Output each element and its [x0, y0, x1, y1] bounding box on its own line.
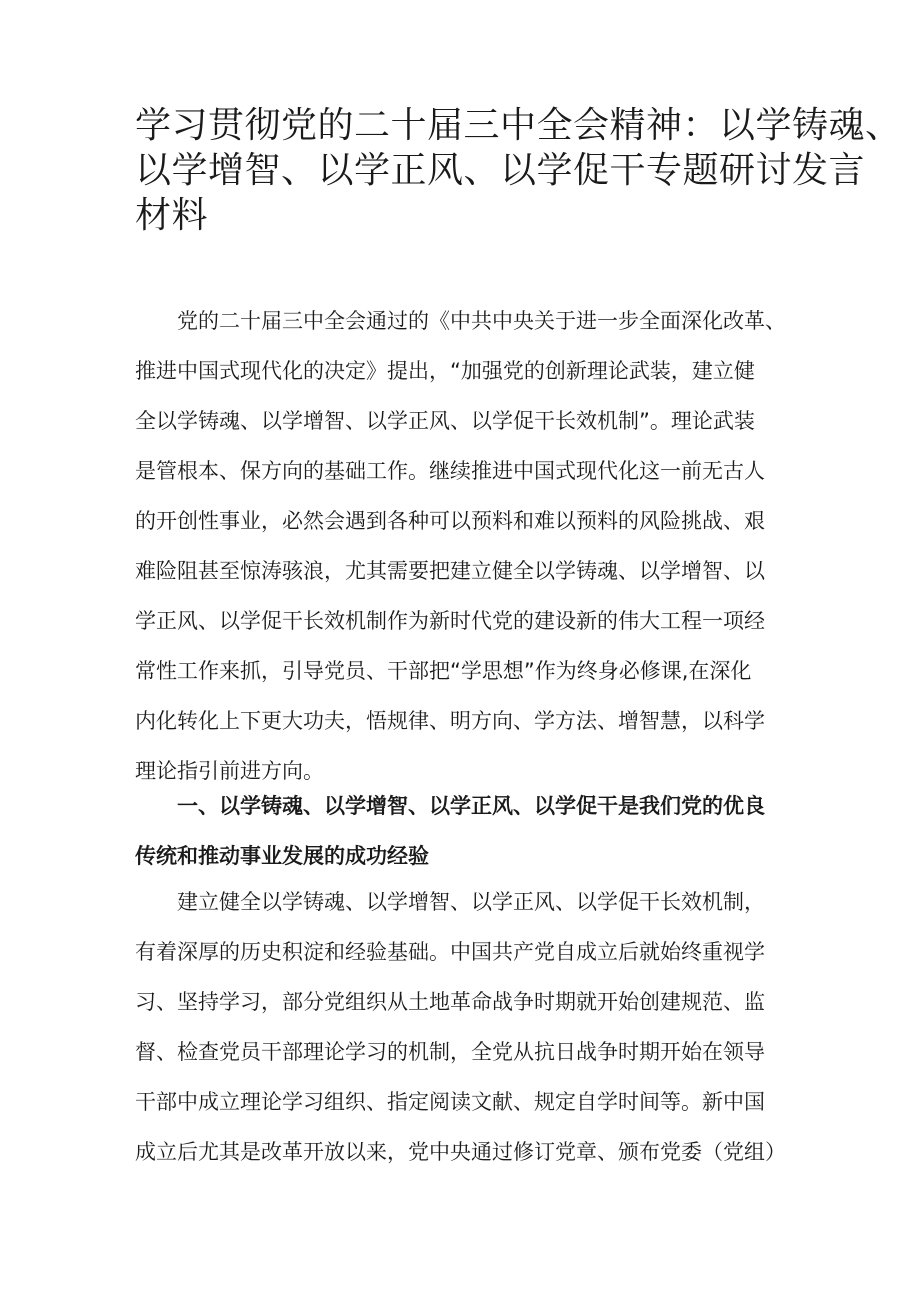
paragraph-line: 督、检查党员干部理论学习的机制，全党从抗日战争时期开始在领导 [135, 1040, 765, 1064]
paragraph-line: 干部中成立理论学习组织、指定阅读文献、规定自学时间等。新中国 [135, 1090, 765, 1114]
paragraph-line: 难险阻甚至惊涛骇浪，尤其需要把建立健全以学铸魂、以学增智、以 [135, 559, 765, 583]
heading-line: 一、以学铸魂、以学增智、以学正风、以学促干是我们党的优良 [177, 794, 765, 818]
paragraph-line: 建立健全以学铸魂、以学增智、以学正风、以学促干长效机制， [177, 890, 765, 914]
paragraph-line: 是管根本、保方向的基础工作。继续推进中国式现代化这一前无古人 [135, 459, 765, 483]
section-heading-1 [135, 781, 800, 881]
paragraph-line: 习、坚持学习，部分党组织从土地革命战争时期就开始创建规范、监 [135, 990, 765, 1014]
title-line: 材料 [135, 195, 209, 236]
heading-line: 传统和推动事业发展的成功经验 [135, 844, 429, 868]
paragraph-line: 全以学铸魂、以学增智、以学正风、以学促干长效机制”。理论武装 [135, 409, 755, 433]
paragraph-line: 党的二十届三中全会通过的《中共中央关于进一步全面深化改革、 [177, 309, 786, 333]
title-line: 学习贯彻党的二十届三中全会精神：以学铸魂、 [135, 105, 902, 146]
paragraph-line: 成立后尤其是改革开放以来，党中央通过修订党章、颁布党委（党组） [135, 1140, 786, 1164]
paragraph-line: 理论指引前进方向。 [135, 759, 324, 783]
paragraph-line: 常性工作来抓，引导党员、干部把“学思想”作为终身必修课,在深化 [135, 659, 752, 683]
paragraph-intro [135, 296, 800, 796]
paragraph-line: 的开创性事业，必然会遇到各种可以预料和难以预料的风险挑战、艰 [135, 509, 765, 533]
title-line: 以学增智、以学正风、以学促干专题研讨发言 [135, 150, 866, 191]
paragraph-line: 学正风、以学促干长效机制作为新时代党的建设新的伟大工程一项经 [135, 609, 765, 633]
document-title [135, 103, 902, 238]
paragraph-line: 推进中国式现代化的决定》提出，“加强党的创新理论武装，建立健 [135, 359, 755, 383]
paragraph-line: 内化转化上下更大功夫，悟规律、明方向、学方法、增智慧，以科学 [135, 709, 765, 733]
paragraph-history [135, 877, 800, 1177]
paragraph-line: 有着深厚的历史积淀和经验基础。中国共产党自成立后就始终重视学 [135, 940, 765, 964]
